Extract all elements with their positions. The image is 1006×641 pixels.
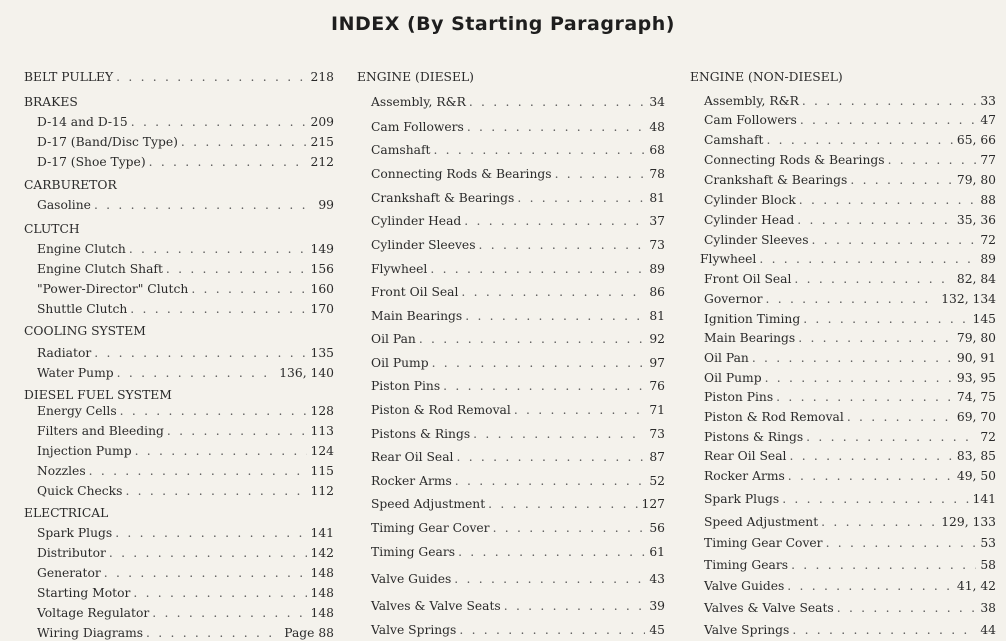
entry-paragraph-number: 83, 85 [956, 449, 996, 463]
dot-leader [94, 198, 314, 212]
dot-leader [850, 173, 953, 187]
index-entry [37, 606, 334, 620]
dot-leader [430, 262, 645, 276]
entry-label: Assembly, R&R [371, 95, 466, 109]
dot-leader [458, 545, 645, 559]
entry-paragraph-number: 79, 80 [956, 173, 996, 187]
entry-label: Connecting Rods & Bearings [704, 153, 885, 167]
index-entry [704, 558, 996, 572]
dot-leader [166, 262, 307, 276]
entry-label: Spark Plugs [704, 492, 780, 506]
index-entry [37, 135, 334, 149]
entry-paragraph-number: 35, 36 [956, 213, 996, 227]
index-entry [704, 213, 996, 227]
index-entry [371, 474, 665, 488]
index-entry [371, 497, 665, 511]
entry-paragraph-number: 72 [980, 430, 996, 444]
entry-paragraph-number: 43 [649, 572, 665, 586]
entry-label: Piston & Rod Removal [371, 403, 511, 417]
entry-label: Pistons & Rings [704, 430, 804, 444]
index-entry [371, 143, 665, 157]
entry-label: Cylinder Block [704, 193, 796, 207]
entry-paragraph-number: 44 [980, 623, 996, 637]
section-heading: CARBURETOR [24, 178, 117, 192]
entry-label: Voltage Regulator [37, 606, 150, 620]
index-entry [704, 390, 996, 404]
dot-leader [759, 252, 976, 266]
entry-label: Front Oil Seal [704, 272, 792, 286]
entry-paragraph-number: 124 [310, 444, 334, 458]
index-entry [704, 233, 996, 247]
dot-leader [826, 536, 977, 550]
entry-paragraph-number: 90, 91 [956, 351, 996, 365]
entry-label: Shuttle Clutch [37, 302, 128, 316]
entry-label: Cylinder Head [371, 214, 462, 228]
entry-label: Filters and Bleeding [37, 424, 164, 438]
entry-label: Pistons & Rings [371, 427, 471, 441]
entry-label: Rear Oil Seal [371, 450, 454, 464]
dot-leader [792, 623, 976, 637]
dot-leader [800, 113, 977, 127]
entry-paragraph-number: 212 [310, 155, 334, 169]
dot-leader [167, 424, 307, 438]
dot-leader [109, 546, 307, 560]
dot-leader [479, 238, 646, 252]
index-entry [704, 579, 996, 593]
dot-leader [467, 120, 646, 134]
entry-paragraph-number: 34 [649, 95, 665, 109]
entry-label: D-17 (Band/Disc Type) [37, 135, 178, 149]
dot-leader [461, 285, 645, 299]
entry-paragraph-number: 136, 140 [279, 366, 334, 380]
entry-paragraph-number: 78 [649, 167, 665, 181]
index-entry [37, 566, 334, 580]
entry-label: Engine Clutch [37, 242, 126, 256]
index-entry [371, 545, 665, 559]
dot-leader [766, 133, 952, 147]
index-entry [37, 282, 334, 296]
entry-paragraph-number: 135 [310, 346, 334, 360]
index-entry [704, 312, 996, 326]
section-heading: CLUTCH [24, 222, 80, 236]
entry-label: Timing Gear Cover [704, 536, 823, 550]
index-entry [704, 331, 996, 345]
entry-paragraph-number: 86 [649, 285, 665, 299]
entry-paragraph-number: 218 [310, 70, 334, 84]
index-entry [704, 469, 996, 483]
entry-label: Oil Pan [371, 332, 416, 346]
dot-leader [469, 95, 646, 109]
index-entry [371, 191, 665, 205]
page-title: INDEX (By Starting Paragraph) [331, 13, 675, 35]
entry-paragraph-number: 209 [310, 115, 334, 129]
index-entry [704, 430, 996, 444]
entry-label: Camshaft [371, 143, 431, 157]
entry-label: Timing Gears [704, 558, 789, 572]
entry-paragraph-number: 52 [649, 474, 665, 488]
entry-paragraph-number: 99 [318, 198, 334, 212]
entry-label: Cylinder Sleeves [704, 233, 809, 247]
dot-leader [125, 484, 306, 498]
dot-leader [130, 302, 306, 316]
index-entry [704, 371, 996, 385]
index-entry [37, 155, 334, 169]
index-entry [37, 115, 334, 129]
dot-leader [116, 70, 306, 84]
dot-leader [443, 379, 645, 393]
entry-paragraph-number: 38 [980, 601, 996, 615]
dot-leader [191, 282, 306, 296]
section-heading: DIESEL FUEL SYSTEM [24, 388, 172, 402]
index-entry [371, 95, 665, 109]
entry-label: Crankshaft & Bearings [704, 173, 848, 187]
dot-leader [465, 309, 645, 323]
index-entry [37, 242, 334, 256]
entry-paragraph-number: 74, 75 [956, 390, 996, 404]
entry-paragraph-number: 92 [649, 332, 665, 346]
index-entry [37, 586, 334, 600]
index-entry [704, 272, 996, 286]
entry-label: Speed Adjustment [371, 497, 486, 511]
entry-paragraph-number: 112 [310, 484, 334, 498]
dot-leader [821, 515, 937, 529]
index-entry [371, 167, 665, 181]
dot-leader [120, 404, 307, 418]
entry-paragraph-number: 148 [310, 586, 334, 600]
dot-leader [806, 430, 976, 444]
dot-leader [837, 601, 977, 615]
entry-label: Distributor [37, 546, 106, 560]
entry-paragraph-number: 72 [980, 233, 996, 247]
dot-leader [473, 427, 645, 441]
index-entry [704, 113, 996, 127]
entry-paragraph-number: 97 [649, 356, 665, 370]
dot-leader [488, 497, 637, 511]
index-entry [37, 346, 334, 360]
dot-leader [799, 193, 977, 207]
entry-paragraph-number: 33 [980, 94, 996, 108]
dot-leader [794, 272, 952, 286]
index-entry [371, 332, 665, 346]
entry-paragraph-number: 45 [649, 623, 665, 637]
entry-paragraph-number: 132, 134 [941, 292, 996, 306]
index-entry [37, 546, 334, 560]
entry-label: Ignition Timing [704, 312, 801, 326]
entry-paragraph-number: 71 [649, 403, 665, 417]
entry-paragraph-number: 81 [649, 191, 665, 205]
entry-paragraph-number: 215 [310, 135, 334, 149]
entry-paragraph-number: 145 [972, 312, 996, 326]
dot-leader [847, 410, 953, 424]
dot-leader [803, 312, 968, 326]
entry-label: Connecting Rods & Bearings [371, 167, 552, 181]
entry-paragraph-number: 148 [310, 606, 334, 620]
index-entry [371, 309, 665, 323]
dot-leader [129, 242, 307, 256]
entry-label: Valves & Valve Seats [704, 601, 834, 615]
entry-paragraph-number: 149 [310, 242, 334, 256]
entry-paragraph-number: 56 [649, 521, 665, 535]
entry-label: D-17 (Shoe Type) [37, 155, 146, 169]
dot-leader [765, 371, 953, 385]
index-entry [704, 193, 996, 207]
entry-label: Crankshaft & Bearings [371, 191, 515, 205]
dot-leader [787, 579, 953, 593]
index-entry [704, 351, 996, 365]
dot-leader [433, 143, 645, 157]
entry-paragraph-number: 58 [980, 558, 996, 572]
index-entry [24, 70, 334, 84]
index-entry [371, 356, 665, 370]
index-entry [37, 262, 334, 276]
dot-leader [459, 623, 645, 637]
entry-paragraph-number: 79, 80 [956, 331, 996, 345]
entry-label: Main Bearings [371, 309, 463, 323]
entry-label: Front Oil Seal [371, 285, 459, 299]
index-entry [371, 285, 665, 299]
entry-paragraph-number: 142 [310, 546, 334, 560]
index-entry [37, 464, 334, 478]
entry-paragraph-number: 88 [980, 193, 996, 207]
dot-leader [766, 292, 938, 306]
entry-label: Oil Pan [704, 351, 749, 365]
entry-label: Gasoline [37, 198, 91, 212]
dot-leader [455, 474, 646, 488]
section-heading: ELECTRICAL [24, 506, 109, 520]
dot-leader [464, 214, 645, 228]
entry-label: Quick Checks [37, 484, 123, 498]
entry-label: Oil Pump [371, 356, 429, 370]
index-entry [37, 302, 334, 316]
dot-leader [133, 586, 306, 600]
entry-paragraph-number: 93, 95 [956, 371, 996, 385]
dot-leader [104, 566, 307, 580]
dot-leader [94, 346, 306, 360]
entry-label: Camshaft [704, 133, 764, 147]
index-entry [371, 403, 665, 417]
entry-paragraph-number: 47 [980, 113, 996, 127]
section-heading: COOLING SYSTEM [24, 324, 146, 338]
index-entry [371, 262, 665, 276]
entry-label: Flywheel [371, 262, 428, 276]
entry-paragraph-number: 113 [310, 424, 334, 438]
entry-paragraph-number: 41, 42 [956, 579, 996, 593]
dot-leader [802, 94, 977, 108]
index-entry [704, 173, 996, 187]
index-entry [371, 120, 665, 134]
entry-paragraph-number: 170 [310, 302, 334, 316]
index-entry [704, 153, 996, 167]
dot-leader [504, 599, 646, 613]
entry-label: Cam Followers [704, 113, 797, 127]
entry-paragraph-number: 48 [649, 120, 665, 134]
entry-paragraph-number: 141 [310, 526, 334, 540]
entry-label: Generator [37, 566, 101, 580]
index-entry [37, 626, 334, 640]
index-entry [371, 599, 665, 613]
index-entry [371, 379, 665, 393]
entry-label: Piston Pins [371, 379, 441, 393]
entry-paragraph-number: 141 [972, 492, 996, 506]
entry-paragraph-number: 77 [980, 153, 996, 167]
dot-leader [419, 332, 646, 346]
entry-label: Oil Pump [704, 371, 762, 385]
dot-leader [888, 153, 977, 167]
entry-paragraph-number: 128 [310, 404, 334, 418]
index-entry [371, 623, 665, 637]
index-entry [704, 449, 996, 463]
entry-paragraph-number: 61 [649, 545, 665, 559]
dot-leader [117, 366, 276, 380]
entry-paragraph-number: 89 [649, 262, 665, 276]
dot-leader [135, 444, 307, 458]
entry-paragraph-number: 89 [980, 252, 996, 266]
entry-paragraph-number: 68 [649, 143, 665, 157]
entry-paragraph-number: 81 [649, 309, 665, 323]
entry-label: Cylinder Head [704, 213, 795, 227]
entry-label: Nozzles [37, 464, 86, 478]
entry-label: Piston & Rod Removal [704, 410, 844, 424]
dot-leader [456, 450, 645, 464]
index-entry [371, 214, 665, 228]
entry-paragraph-number: 76 [649, 379, 665, 393]
index-entry [37, 404, 334, 418]
index-entry [371, 572, 665, 586]
entry-label: Timing Gear Cover [371, 521, 490, 535]
entry-paragraph-number: Page 88 [284, 626, 334, 640]
entry-label: Main Bearings [704, 331, 796, 345]
entry-paragraph-number: 115 [310, 464, 334, 478]
entry-label: BELT PULLEY [24, 70, 114, 84]
dot-leader [812, 233, 977, 247]
entry-paragraph-number: 49, 50 [956, 469, 996, 483]
entry-label: Spark Plugs [37, 526, 113, 540]
index-entry [704, 515, 996, 529]
entry-label: Radiator [37, 346, 92, 360]
entry-label: "Power-Director" Clutch [37, 282, 189, 296]
entry-paragraph-number: 37 [649, 214, 665, 228]
dot-leader [493, 521, 646, 535]
dot-leader [181, 135, 307, 149]
entry-paragraph-number: 148 [310, 566, 334, 580]
dot-leader [791, 558, 976, 572]
index-entry [37, 484, 334, 498]
entry-paragraph-number: 73 [649, 238, 665, 252]
dot-leader [797, 213, 953, 227]
entry-label: Wiring Diagrams [37, 626, 144, 640]
entry-label: Water Pump [37, 366, 114, 380]
entry-label: Piston Pins [704, 390, 774, 404]
index-entry [37, 366, 334, 380]
entry-label: Valves & Valve Seats [371, 599, 501, 613]
entry-label: Valve Guides [704, 579, 785, 593]
entry-paragraph-number: 156 [310, 262, 334, 276]
entry-label: D-14 and D-15 [37, 115, 128, 129]
entry-label: Rocker Arms [371, 474, 452, 488]
section-heading: ENGINE (DIESEL) [357, 70, 474, 84]
dot-leader [115, 526, 306, 540]
entry-label: Injection Pump [37, 444, 132, 458]
dot-leader [555, 167, 646, 181]
index-entry [700, 252, 996, 266]
entry-paragraph-number: 127 [641, 497, 665, 511]
entry-paragraph-number: 69, 70 [956, 410, 996, 424]
index-entry [371, 238, 665, 252]
entry-paragraph-number: 129, 133 [941, 515, 996, 529]
index-entry [704, 292, 996, 306]
index-entry [704, 601, 996, 615]
entry-label: Assembly, R&R [704, 94, 799, 108]
entry-paragraph-number: 82, 84 [956, 272, 996, 286]
entry-label: Rear Oil Seal [704, 449, 787, 463]
dot-leader [152, 606, 306, 620]
dot-leader [798, 331, 953, 345]
section-heading: ENGINE (NON-DIESEL) [690, 70, 843, 84]
entry-label: Rocker Arms [704, 469, 785, 483]
entry-label: Energy Cells [37, 404, 117, 418]
dot-leader [752, 351, 953, 365]
section-heading: BRAKES [24, 95, 78, 109]
entry-paragraph-number: 65, 66 [956, 133, 996, 147]
dot-leader [789, 449, 952, 463]
dot-leader [514, 403, 646, 417]
entry-paragraph-number: 53 [980, 536, 996, 550]
entry-label: Governor [704, 292, 763, 306]
index-entry [704, 410, 996, 424]
dot-leader [782, 492, 968, 506]
entry-paragraph-number: 73 [649, 427, 665, 441]
dot-leader [788, 469, 953, 483]
entry-label: Valve Springs [371, 623, 457, 637]
entry-paragraph-number: 160 [310, 282, 334, 296]
entry-label: Cam Followers [371, 120, 464, 134]
dot-leader [146, 626, 280, 640]
entry-label: Cylinder Sleeves [371, 238, 476, 252]
entry-label: Flywheel [700, 252, 757, 266]
dot-leader [149, 155, 307, 169]
entry-paragraph-number: 39 [649, 599, 665, 613]
index-entry [37, 444, 334, 458]
entry-label: Starting Motor [37, 586, 131, 600]
entry-label: Valve Guides [371, 572, 452, 586]
index-entry [37, 198, 334, 212]
index-entry [704, 623, 996, 637]
dot-leader [454, 572, 645, 586]
dot-leader [89, 464, 307, 478]
entry-label: Timing Gears [371, 545, 456, 559]
dot-leader [432, 356, 646, 370]
index-entry [37, 526, 334, 540]
index-entry [704, 492, 996, 506]
entry-label: Valve Springs [704, 623, 790, 637]
dot-leader [776, 390, 953, 404]
index-entry [704, 94, 996, 108]
dot-leader [517, 191, 645, 205]
index-entry [371, 521, 665, 535]
dot-leader [131, 115, 307, 129]
index-entry [37, 424, 334, 438]
index-entry [704, 133, 996, 147]
entry-paragraph-number: 87 [649, 450, 665, 464]
index-entry [704, 536, 996, 550]
entry-label: Speed Adjustment [704, 515, 819, 529]
index-entry [371, 450, 665, 464]
index-entry [371, 427, 665, 441]
entry-label: Engine Clutch Shaft [37, 262, 163, 276]
